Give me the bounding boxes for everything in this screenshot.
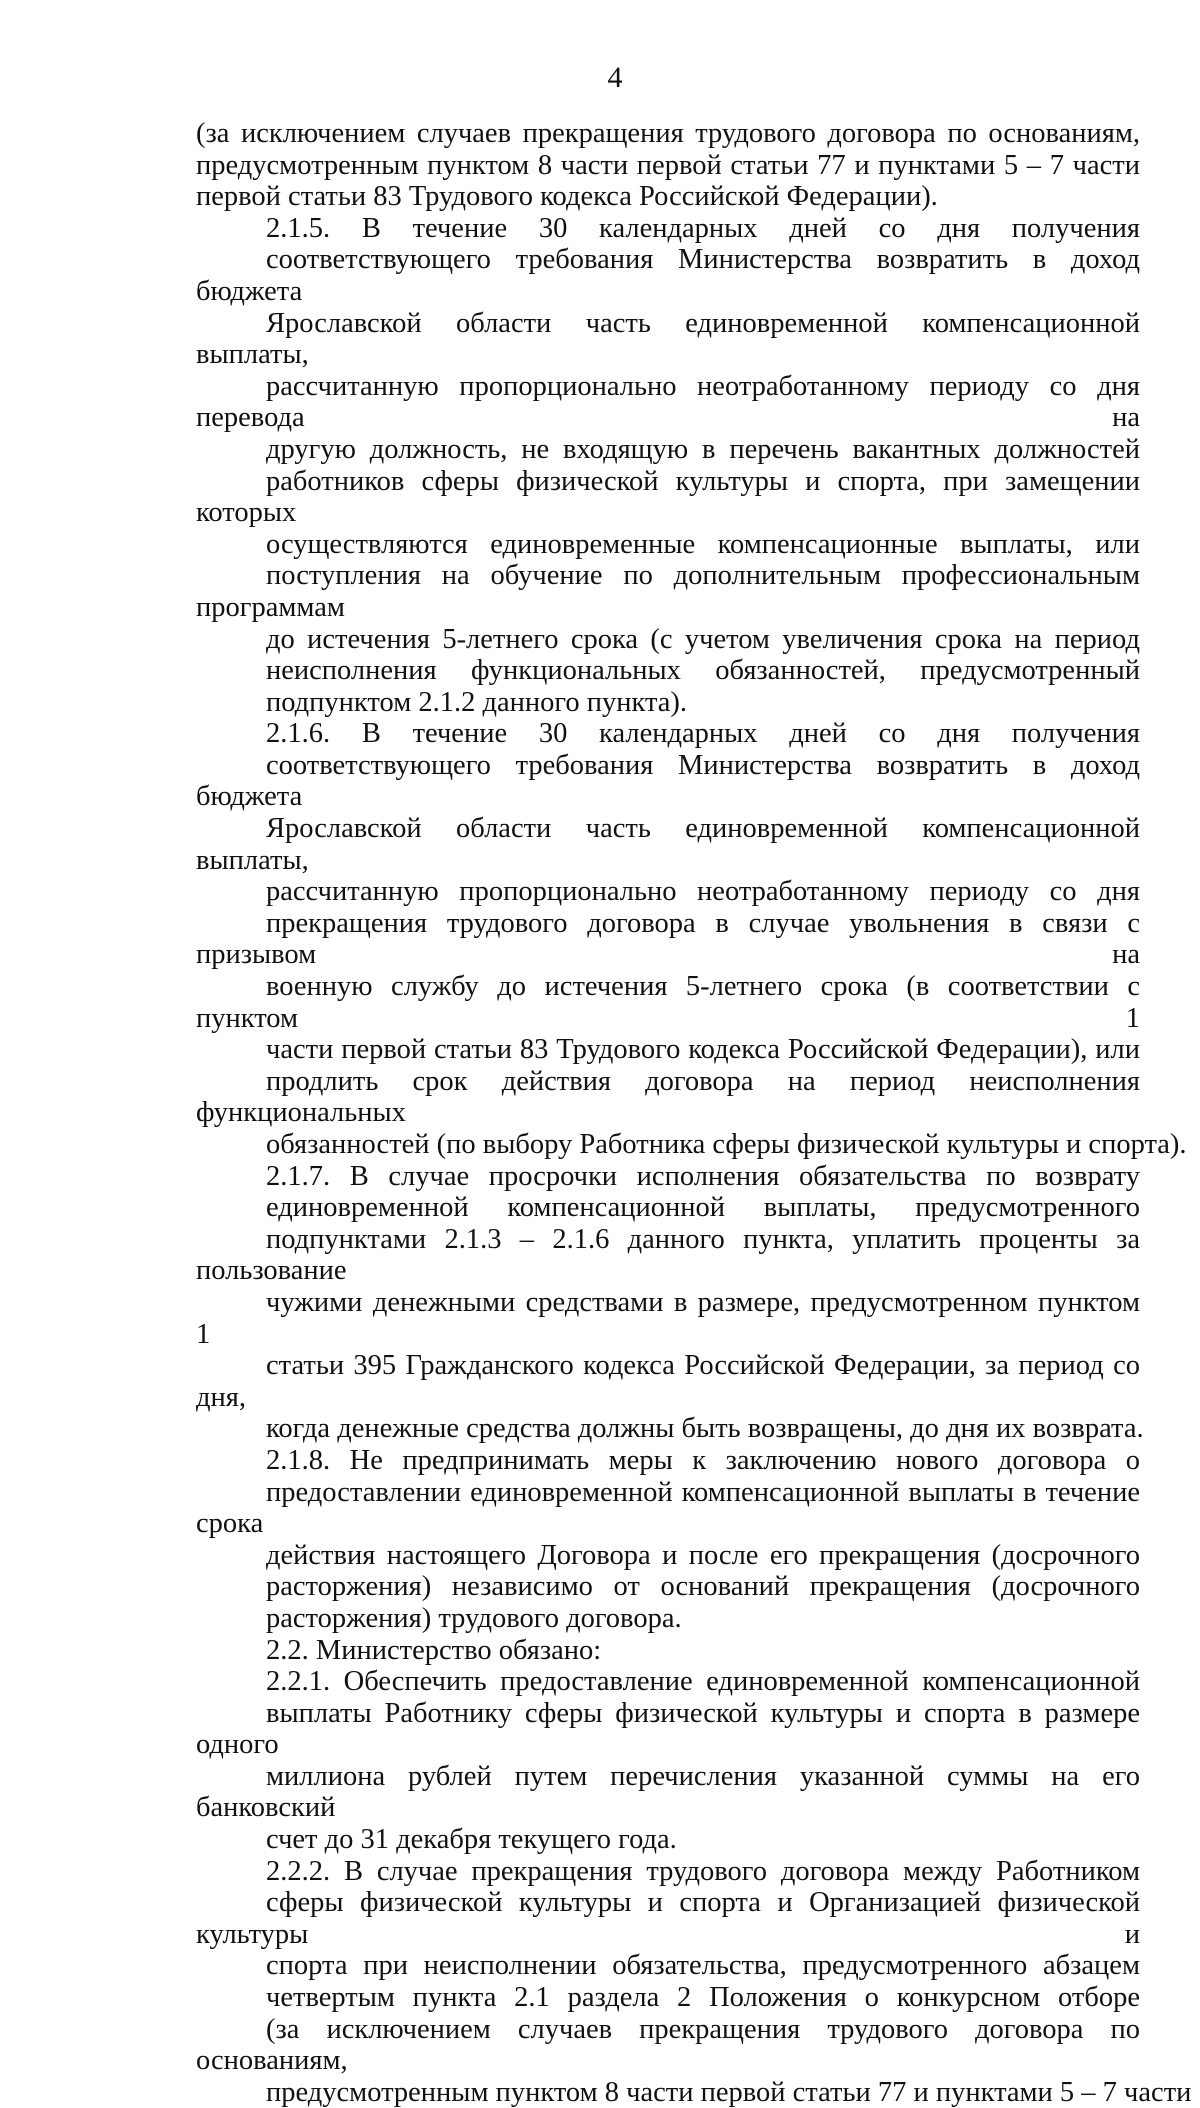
text-line: 2.1.6. В течение 30 календарных дней со дня получения	[266, 718, 1140, 750]
text-line: счет до 31 декабря текущего года.	[266, 1824, 677, 1856]
paragraph	[196, 1635, 1140, 1667]
text-line: спорта при неисполнении обязательства, предусмотренного абзацем	[266, 1950, 1140, 1982]
paragraph	[196, 718, 1187, 1160]
text-line: единовременной компенсационной выплаты, предусмотренного	[266, 1192, 1140, 1224]
text-line: подпунктами 2.1.3 – 2.1.6 данного пункта, уплатить проценты за пользование	[196, 1223, 1140, 1287]
text-line: поступления на обучение по дополнительным профессиональным программам	[196, 560, 1140, 623]
text-line: части первой статьи 83 Трудового кодекса Российской Федерации), или	[266, 1034, 1140, 1066]
text-line: предусмотренным пунктом 8 части первой статьи 77 и пунктами 5 – 7 части	[196, 149, 1140, 181]
text-line: предоставлении единовременной компенсационной выплаты в течение срока	[196, 1476, 1140, 1540]
text-line: рассчитанную пропорционально неотработанному периоду со дня перевода на	[196, 370, 1140, 434]
text-line: 2.1.8. Не предпринимать меры к заключению нового договора о	[266, 1444, 1140, 1476]
text-line: военную службу до истечения 5-летнего срока (в соответствии с пунктом 1	[196, 971, 1140, 1034]
text-line: прекращения трудового договора в случае увольнения в связи с призывом на	[196, 907, 1140, 971]
paragraph	[196, 118, 1140, 213]
text-line: 2.1.5. В течение 30 календарных дней со дня получения	[266, 212, 1140, 244]
text-line: (за исключением случаев прекращения трудового договора по основаниям,	[196, 2013, 1140, 2077]
text-line: работников сферы физической культуры и спорта, при замещении которых	[196, 465, 1140, 529]
text-line: рассчитанную пропорционально неотработанному периоду со дня	[266, 876, 1140, 908]
paragraph	[196, 1855, 1192, 2108]
text-line: другую должность, не входящую в перечень вакантных должностей	[266, 433, 1140, 465]
text-line: статьи 395 Гражданского кодекса Российской Федерации, за период со дня,	[196, 1350, 1140, 1413]
text-line: соответствующего требования Министерства возвратить в доход бюджета	[196, 749, 1140, 813]
text-line: до истечения 5-летнего срока (с учетом увеличения срока на период	[266, 623, 1140, 655]
text-line: 2.1.7. В случае просрочки исполнения обязательства по возврату	[266, 1160, 1140, 1192]
text-line: продлить срок действия договора на период неисполнения функциональных	[196, 1065, 1140, 1129]
text-line: выплаты Работнику сферы физической культуры и спорта в размере одного	[196, 1697, 1140, 1761]
text-line: действия настоящего Договора и после его прекращения (досрочного	[266, 1539, 1140, 1571]
paragraph	[196, 1160, 1144, 1445]
text-line: 2.2.2. В случае прекращения трудового договора между Работником	[266, 1855, 1140, 1887]
text-line: первой статьи 83 Трудового кодекса Российской Федерации).	[196, 181, 938, 213]
paragraph	[196, 1445, 1140, 1635]
text-line: обязанностей (по выбору Работника сферы физической культуры и спорта).	[266, 1129, 1187, 1160]
text-line: (за исключением случаев прекращения трудового договора по основаниям,	[196, 118, 1140, 149]
text-line: когда денежные средства должны быть возвращены, до дня их возврата.	[266, 1413, 1144, 1445]
text-line: сферы физической культуры и спорта и Организацией физической культуры и	[196, 1887, 1140, 1950]
text-line: расторжения) трудового договора.	[266, 1602, 682, 1634]
text-line: 2.2. Министерство обязано:	[266, 1634, 602, 1666]
text-line: неисполнения функциональных обязанностей, предусмотренный	[266, 655, 1140, 687]
text-line: Ярославской области часть единовременной компенсационной выплаты,	[196, 813, 1140, 876]
paragraph	[196, 1666, 1140, 1856]
page-number: 4	[607, 61, 623, 94]
text-line: осуществляются единовременные компенсационные выплаты, или	[266, 528, 1140, 560]
text-line: соответствующего требования Министерства возвратить в доход бюджета	[196, 244, 1140, 307]
text-line: миллиона рублей путем перечисления указанной суммы на его банковский	[196, 1760, 1140, 1824]
text-line: подпунктом 2.1.2 данного пункта).	[266, 686, 688, 718]
document-body	[196, 118, 1192, 2108]
text-line: чужими денежными средствами в размере, предусмотренном пунктом 1	[196, 1286, 1140, 1350]
text-line: четвертым пункта 2.1 раздела 2 Положения о конкурсном отборе	[266, 1982, 1140, 2014]
text-line: расторжения) независимо от оснований прекращения (досрочного	[266, 1571, 1140, 1603]
text-line: предусмотренным пунктом 8 части первой статьи 77 и пунктами 5 – 7 части	[266, 2076, 1192, 2108]
text-line: 2.2.1. Обеспечить предоставление единовременной компенсационной	[266, 1666, 1140, 1698]
text-line: Ярославской области часть единовременной компенсационной выплаты,	[196, 307, 1140, 371]
paragraph	[196, 213, 1140, 719]
